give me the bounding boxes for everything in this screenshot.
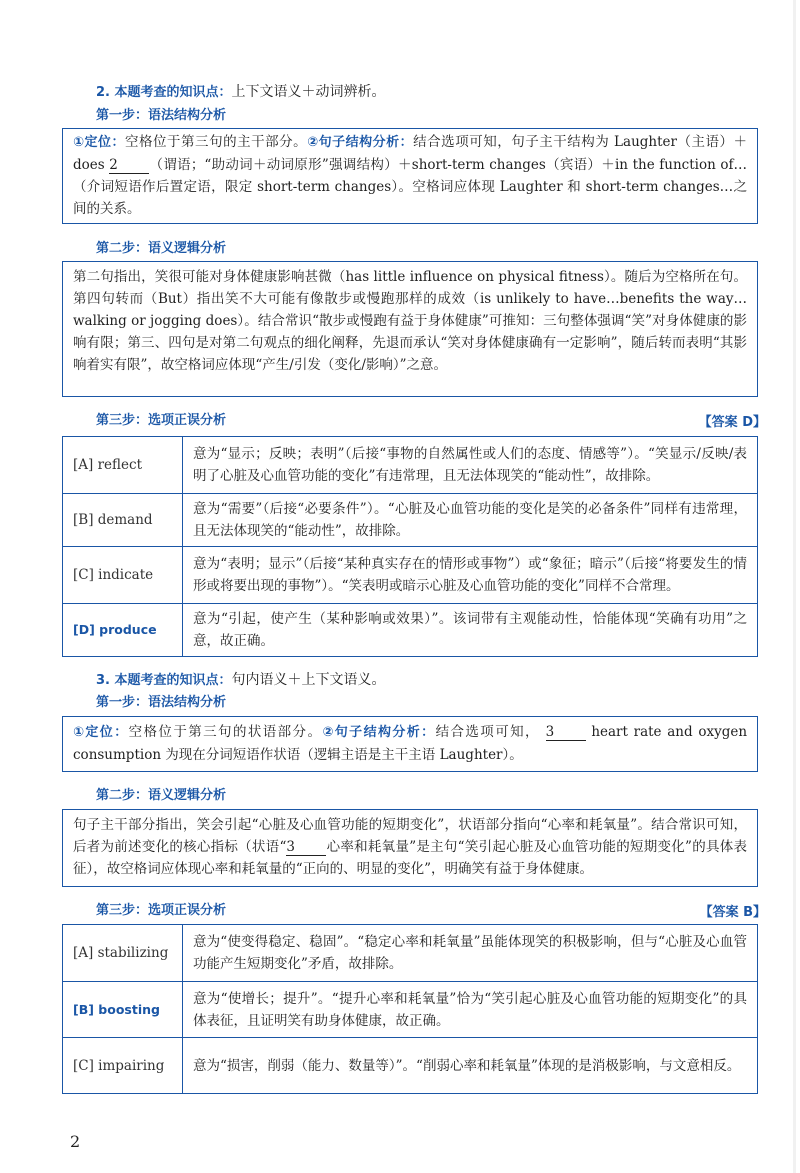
option-row — [63, 604, 758, 657]
q3-step2-text — [63, 814, 757, 880]
q2-step3-title: 第三步：选项正误分析 — [96, 413, 227, 428]
q3-option-b-word: [B] boosting — [63, 982, 183, 1038]
q2-step2-box — [62, 261, 758, 397]
page-edge-line — [793, 0, 796, 1173]
q3-heading — [96, 670, 385, 691]
q2-structure-text-b: （谓语；“助动词＋动词原形”强调结构）＋short-term changes（宾语）＋in the function of…（介词短语作后置定语，限定 short-term changes）。空格词应体现 Laughter 和 short-term changes…之间的关系。 — [73, 157, 747, 217]
q3-answer: 【答案 B】 — [699, 905, 766, 920]
q3-blank: 3 — [546, 724, 586, 741]
q2-step1-title: 第一步：语法结构分析 — [96, 108, 227, 123]
q3-step2-box — [62, 809, 758, 887]
q2-option-d-expl: 意为“引起，使产生（某种影响或效果）”。该词带有主观能动性，恰能体现“笑确有功用”之意，故正确。 — [183, 604, 758, 657]
q2-blank: 2 — [109, 157, 149, 174]
q3-option-c-word: [C] impairing — [63, 1038, 183, 1094]
q3-step1-title: 第一步：语法结构分析 — [96, 695, 227, 710]
q2-structure-text-a: 结合选项可知，句子主干结构为 Laughter（主语）＋does — [73, 134, 747, 173]
q2-option-a-word: [A] reflect — [63, 437, 183, 494]
q3-option-c-expl: 意为“损害，削弱（能力、数量等）”。“削弱心率和耗氧量”体现的是消极影响，与文意相反。 — [183, 1038, 758, 1094]
q3-option-b-expl: 意为“使增长；提升”。“提升心率和耗氧量”恰为“笑引起心脏及心血管功能的短期变化”的具体表征，且证明笑有助身体健康，故正确。 — [183, 982, 758, 1038]
q2-kp-text: 上下文语义＋动词辨析。 — [231, 84, 386, 100]
q2-kp-label: 本题考查的知识点： — [114, 85, 232, 100]
q2-locate-label: ①定位： — [73, 135, 126, 150]
q3-structure-label: ②句子结构分析： — [322, 725, 436, 740]
q2-options-table — [62, 436, 758, 657]
q3-kp-label: 本题考查的知识点： — [114, 673, 232, 688]
q3-options-table — [62, 924, 758, 1094]
q2-option-b-word: [B] demand — [63, 494, 183, 547]
option-row — [63, 982, 758, 1038]
q2-option-b-expl: 意为“需要”（后接“必要条件”）。“心脏及心血管功能的变化是笑的必备条件”同样有违常理，且无法体现笑的“能动性”，故排除。 — [183, 494, 758, 547]
q2-option-d-word: [D] produce — [63, 604, 183, 657]
q2-locate-text: 空格位于第三句的主干部分。 — [125, 134, 308, 150]
q3-locate-text: 空格位于第三句的状语部分。 — [128, 724, 323, 740]
q3-kp-text: 句内语义＋上下文语义。 — [231, 672, 386, 688]
q2-step2-text: 第二句指出，笑很可能对身体健康影响甚微（has little influence on physical fitness）。随后为空格所在句。第四句转而（But）指出笑不大可能有像散步或慢跑那样的成效（is unlikely to have…benefits the way…walking or jogging does）。结合常识“散步或慢跑有益于身体健康”可推知：三句整体强调“笑”对身体健康的影响有限；第三、四句是对第二句观点的细化阐释，先退而承认“笑对身体健康确有一定影响”，随后转而表明“其影响着实有限”，故空格词应体现“产生/引发（变化/影响）”之意。 — [73, 269, 747, 373]
q2-number: 2. — [96, 85, 110, 100]
q2-answer: 【答案 D】 — [698, 415, 766, 430]
option-row — [63, 547, 758, 604]
q3-structure-text-a: 结合选项可知， — [435, 724, 540, 740]
q3-number: 3. — [96, 673, 110, 688]
q2-heading — [96, 82, 385, 103]
q2-step1-text — [63, 131, 757, 220]
q2-option-c-expl: 意为“表明；显示”（后接“某种真实存在的情形或事物”）或“象征；暗示”（后接“将要发生的情形或将要出现的事物”）。“笑表明或暗示心脏及心血管功能的变化”同样不合常理。 — [183, 547, 758, 604]
page-number: 2 — [70, 1132, 81, 1151]
q3-step2-text-a: 句子主干部分指出，笑会引起“心脏及心血管功能的短期变化”，状语部分指向“心率和耗氧量”。结合常识可知，后者为前述变化的核心指标（状语“ — [73, 817, 747, 855]
q2-option-c-word: [C] indicate — [63, 547, 183, 604]
q3-step2-blank: 3 — [286, 839, 326, 856]
q3-step2-text-b: 心率和耗氧量”是主句“笑引起心脏及心血管功能的短期变化”的具体表征），故空格词应体现心率和耗氧量的“正向的、明显的变化”，明确笑有益于身体健康。 — [73, 839, 747, 877]
q3-step3-title: 第三步：选项正误分析 — [96, 903, 227, 918]
q3-locate-label: ①定位： — [73, 725, 129, 740]
q2-option-a-expl: 意为“显示；反映；表明”（后接“事物的自然属性或人们的态度、情感等”）。“笑显示/反映/表明了心脏及心血管功能的变化”有违常理，且无法体现笑的“能动性”，故排除。 — [183, 437, 758, 494]
q3-option-a-expl: 意为“使变得稳定、稳固”。“稳定心率和耗氧量”虽能体现笑的积极影响，但与“心脏及心血管功能产生短期变化”矛盾，故排除。 — [183, 925, 758, 982]
q2-structure-label: ②句子结构分析： — [307, 135, 414, 150]
option-row — [63, 1038, 758, 1094]
option-row — [63, 925, 758, 982]
q3-step2-title: 第二步：语义逻辑分析 — [96, 788, 227, 803]
q3-step1-box — [62, 716, 758, 772]
q3-step1-text — [63, 721, 757, 766]
option-row — [63, 494, 758, 547]
q2-step2-title: 第二步：语义逻辑分析 — [96, 241, 227, 256]
q3-structure-text-b: heart rate and oxygen consumption 为现在分词短语作状语（逻辑主语是主干主语 Laughter）。 — [73, 724, 748, 763]
q3-option-a-word: [A] stabilizing — [63, 925, 183, 982]
q2-step1-box — [62, 128, 758, 224]
option-row — [63, 437, 758, 494]
